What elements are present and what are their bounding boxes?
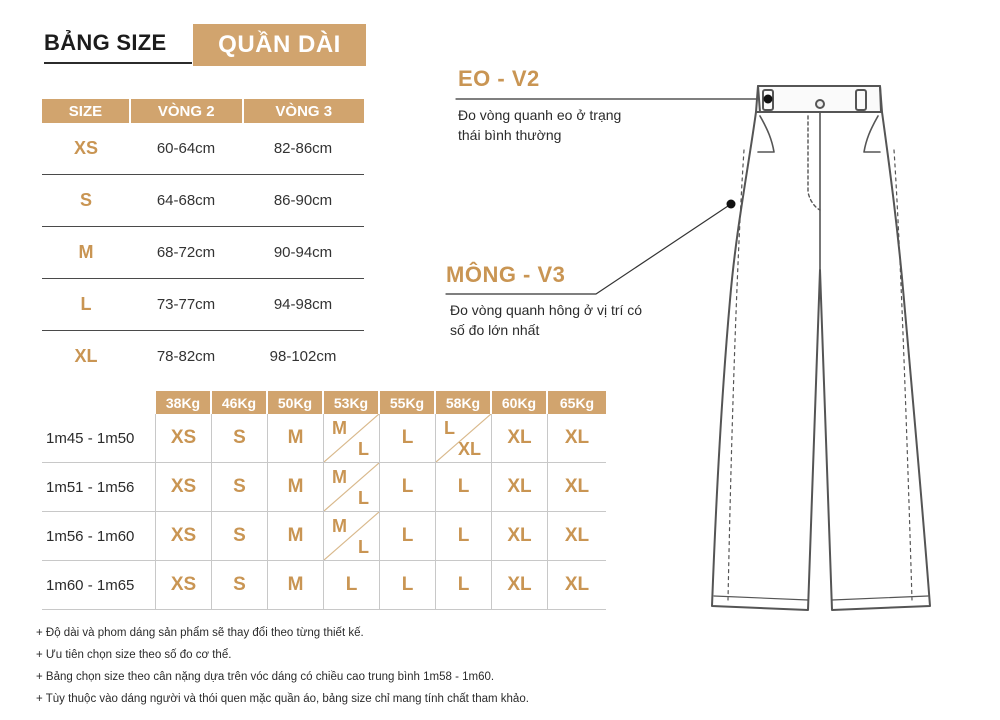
- size-option-lower: XL: [457, 439, 481, 459]
- waist-col-header: VÒNG 2: [131, 99, 244, 123]
- note-item: + Bảng chọn size theo cân nặng dựa trên vóc dáng có chiều cao trung bình 1m58 - 1m60.: [36, 671, 495, 683]
- size-value: S: [233, 574, 246, 595]
- size-cell: [380, 512, 436, 560]
- size-cell: [324, 561, 380, 609]
- size-option-upper: M: [332, 467, 347, 487]
- size-value: XL: [507, 427, 532, 448]
- size-option-upper: M: [332, 418, 347, 438]
- size-value: M: [287, 525, 304, 546]
- size-option-lower: L: [358, 439, 369, 459]
- size-label: L: [80, 294, 92, 314]
- page-header: [44, 24, 366, 66]
- weight-col-header: 50Kg: [268, 391, 324, 414]
- pants-outline-icon: [440, 60, 960, 620]
- size-table-row: [42, 227, 364, 279]
- size-cell: [212, 463, 268, 511]
- waist-range: 68-72cm: [156, 244, 216, 261]
- size-value: S: [233, 476, 246, 497]
- hip-range: 90-94cm: [273, 244, 333, 261]
- size-cell: [156, 414, 212, 462]
- waist-range: 60-64cm: [156, 140, 216, 157]
- size-table-header: [42, 99, 364, 123]
- note-item: + Ưu tiên chọn size theo số đo cơ thể.: [36, 649, 232, 661]
- split-size-cell: [324, 512, 380, 560]
- weight-col-header: 55Kg: [380, 391, 436, 414]
- size-cell: [268, 512, 324, 560]
- waist-range: 78-82cm: [156, 348, 216, 365]
- weight-col-header: 65Kg: [548, 391, 606, 414]
- size-option-upper: L: [444, 418, 455, 438]
- size-value: XS: [170, 427, 197, 448]
- size-value: XS: [170, 574, 197, 595]
- size-value: M: [287, 574, 304, 595]
- size-cell: [156, 561, 212, 609]
- size-label: M: [78, 242, 94, 262]
- size-cell: [268, 414, 324, 462]
- size-value: XL: [507, 574, 532, 595]
- note-item: + Tùy thuộc vào dáng người và thói quen mặc quần áo, bảng size chỉ mang tính chất tham khảo.: [36, 693, 529, 705]
- size-option-upper: M: [332, 516, 347, 536]
- size-value: XL: [564, 525, 590, 546]
- size-cell: [380, 414, 436, 462]
- page-subtitle-badge: QUẦN DÀI: [193, 24, 366, 66]
- size-label: S: [79, 190, 92, 210]
- hip-range: 86-90cm: [273, 192, 333, 209]
- size-table-row: [42, 123, 364, 175]
- size-table-row: [42, 175, 364, 227]
- waist-range: 73-77cm: [156, 296, 216, 313]
- size-table: [42, 99, 364, 382]
- hip-range: 82-86cm: [273, 140, 333, 157]
- weight-col-header: 38Kg: [156, 391, 212, 414]
- size-cell: [268, 561, 324, 609]
- height-range: 1m45 - 1m50: [42, 414, 156, 462]
- size-cell: [380, 561, 436, 609]
- size-value: M: [287, 476, 304, 497]
- size-cell: [212, 512, 268, 560]
- waist-range: 64-68cm: [156, 192, 216, 209]
- size-cell: [156, 463, 212, 511]
- weight-col-header: 58Kg: [436, 391, 492, 414]
- size-value: S: [233, 427, 246, 448]
- size-value: L: [401, 476, 414, 497]
- note-item: + Độ dài và phom dáng sản phẩm sẽ thay đổi theo từng thiết kế.: [36, 627, 364, 639]
- height-range: 1m56 - 1m60: [42, 512, 156, 560]
- hip-title: MÔNG - V3: [446, 262, 566, 287]
- size-cell: [268, 463, 324, 511]
- title-underline: [44, 62, 192, 64]
- size-cell: [380, 463, 436, 511]
- hip-pointer-line: [446, 204, 731, 294]
- weight-col-header: 60Kg: [492, 391, 548, 414]
- hip-range: 98-102cm: [269, 348, 337, 365]
- size-value: L: [401, 427, 414, 448]
- size-col-header: SIZE: [42, 99, 131, 123]
- height-col-header: [42, 391, 156, 414]
- size-value: XL: [564, 427, 590, 448]
- size-value: L: [345, 574, 358, 595]
- size-value: S: [233, 525, 246, 546]
- weight-col-header: 53Kg: [324, 391, 380, 414]
- size-value: L: [401, 574, 414, 595]
- notes-list: [36, 622, 529, 710]
- size-value: XL: [507, 525, 532, 546]
- split-size-cell: [324, 463, 380, 511]
- size-value: L: [457, 574, 470, 595]
- size-value: XS: [170, 525, 197, 546]
- size-option-lower: L: [358, 488, 369, 508]
- size-value: XL: [564, 574, 590, 595]
- height-range: 1m51 - 1m56: [42, 463, 156, 511]
- size-value: XS: [170, 476, 197, 497]
- size-table-row: [42, 331, 364, 382]
- waist-description: Đo vòng quanh eo ở trạng thái bình thường: [458, 107, 622, 143]
- size-cell: [156, 512, 212, 560]
- size-value: L: [457, 476, 470, 497]
- size-value: L: [457, 525, 470, 546]
- hip-range: 94-98cm: [273, 296, 333, 313]
- size-value: XL: [564, 476, 590, 497]
- size-table-body: [42, 123, 364, 382]
- split-size-cell: [324, 414, 380, 462]
- size-cell: [212, 414, 268, 462]
- size-value: L: [401, 525, 414, 546]
- hip-description: Đo vòng quanh hông ở vị trí có số đo lớn nhất: [450, 302, 643, 338]
- size-label: XL: [74, 346, 98, 366]
- size-label: XS: [73, 138, 98, 158]
- height-range: 1m60 - 1m65: [42, 561, 156, 609]
- size-option-lower: L: [358, 537, 369, 557]
- page-title: BẢNG SIZE: [44, 30, 167, 55]
- size-table-row: [42, 279, 364, 331]
- size-cell: [212, 561, 268, 609]
- hip-col-header: VÒNG 3: [275, 102, 333, 120]
- size-value: M: [287, 427, 304, 448]
- weight-col-header: 46Kg: [212, 391, 268, 414]
- size-value: XL: [507, 476, 532, 497]
- waist-title: EO - V2: [458, 66, 540, 91]
